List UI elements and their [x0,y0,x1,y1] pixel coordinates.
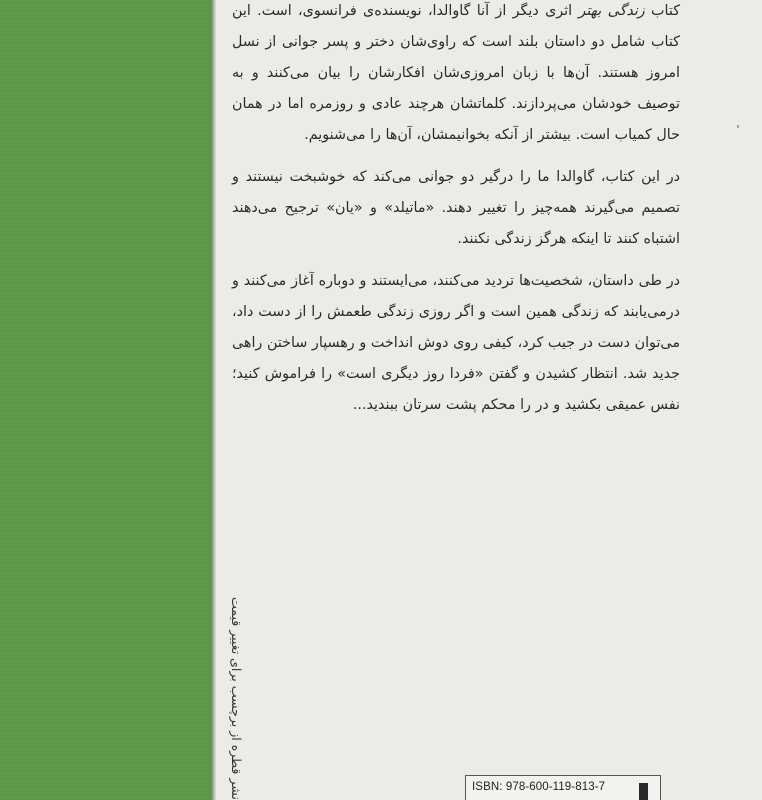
paper-speck [737,125,739,128]
price-sticker-note: نشر قطره از برچسب برای تغییر قیمت [229,597,244,800]
blurb-text [232,0,680,421]
blurb-paragraph-1 [232,0,680,151]
blurb-lead: کتاب [644,3,680,19]
blurb-paragraph-2: در این کتاب، گاوالدا ما را درگیر دو جوانی می‌کند که خوشبخت نیستند و تصمیم می‌گیرند همه‌چیز را تغییر دهند. «ماتیلد» و «یان» ترجیح می‌دهند اشتباه کنند تا اینکه هرگز زندگی نکنند. [232,169,680,247]
book-title-italic: زندگی بهتر [578,3,645,19]
cover-green-band [0,0,212,800]
isbn-box [465,775,661,800]
blurb-paragraph-3: در طی داستان، شخصیت‌ها تردید می‌کنند، می‌ایستند و دوباره آغاز می‌کنند و درمی‌یابند که زندگی همین است و اگر روزی زندگی طعمش را از دست داد، می‌توان دست در جیب کرد، کیفی روی دوش انداخت و رهسپار ساختن راهی جدید شد. انتظار کشیدن و گفتن «فردا روز دیگری است» را فراموش کنید؛ نفس عمیقی بکشید و در را محکم پشت سرتان ببندید... [232,273,680,413]
barcode-icon [639,783,648,800]
blurb-paragraph-1-text: اثری دیگر از آنا گاوالدا، نویسنده‌ی فرانسوی، است. این کتاب شامل دو داستان بلند است که راوی‌شان دختر و پسر جوانی از نسل امروز هستند. آن‌ها با زبان امروزی‌شان افکارشان را بیان می‌کنند و به توصیف خودشان می‌پردازند. کلماتشان هرچند عادی و روزمره اما در همان حال کمیاب است. بیشتر از آنکه بخوانیمشان، آن‌ها را می‌شنویم. [232,3,680,143]
isbn-number: ISBN: 978-600-119-813-7 [472,781,606,793]
